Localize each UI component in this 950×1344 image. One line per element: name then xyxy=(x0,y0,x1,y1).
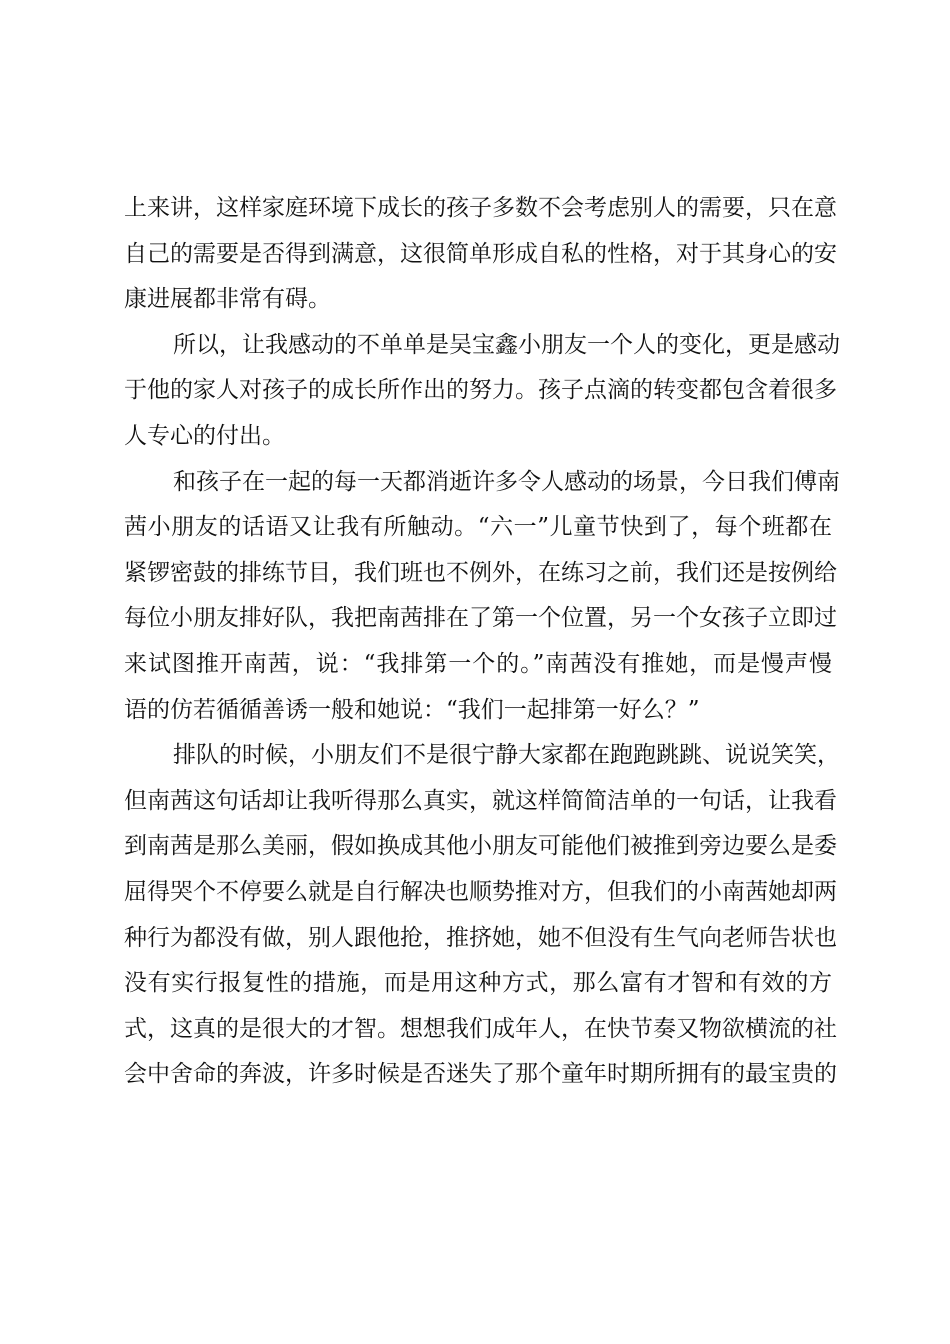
text-line: 每位小朋友排好队，我把南茜排在了第一个位置，另一个女孩子立即过 xyxy=(124,605,837,632)
paragraph xyxy=(124,323,840,460)
text-line: 茜小朋友的话语又让我有所触动。“六一”儿童节快到了，每个班都在 xyxy=(124,514,832,541)
text-line: 没有实行报复性的措施，而是用这种方式，那么富有才智和有效的方 xyxy=(124,970,832,997)
text-line: 排队的时候，小朋友们不是很宁静大家都在跑跑跳跳、说说笑笑， xyxy=(173,742,840,769)
text-line: 上来讲，这样家庭环境下成长的孩子多数不会考虑别人的需要，只在意 xyxy=(124,195,837,221)
text-line: 来试图推开南茜，说：“我排第一个的。”南茜没有推她，而是慢声慢 xyxy=(124,650,832,677)
text-line: 自己的需要是否得到满意，这很简单形成自私的性格，对于其身心的安 xyxy=(124,240,837,267)
text-line: 和孩子在一起的每一天都消逝许多令人感动的场景，今日我们傅南 xyxy=(173,468,840,495)
text-line: 紧锣密鼓的排练节目，我们班也不例外，在练习之前，我们还是按例给 xyxy=(124,559,837,586)
text-line: 语的仿若循循善诱一般和她说：“我们一起排第一好么？” xyxy=(124,696,700,723)
text-line: 式，这真的是很大的才智。想想我们成年人，在快节奏又物欲横流的社 xyxy=(124,1015,837,1042)
text-line: 屈得哭个不停要么就是自行解决也顺势推对方，但我们的小南茜她却两 xyxy=(124,878,837,905)
text-line: 种行为都没有做，别人跟他抢，推挤她，她不但没有生气向老师告状也 xyxy=(124,924,837,951)
body-text xyxy=(124,186,840,1098)
text-line: 但南茜这句话却让我听得那么真实，就这样简简洁单的一句话，让我看 xyxy=(124,787,837,814)
paragraph xyxy=(124,460,840,734)
paragraph xyxy=(124,186,837,323)
paragraph xyxy=(124,733,840,1098)
text-line: 会中舍命的奔波，许多时候是否迷失了那个童年时期所拥有的最宝贵的 xyxy=(124,1061,837,1088)
text-line: 到南茜是那么美丽，假如换成其他小朋友可能他们被推到旁边要么是委 xyxy=(124,833,837,860)
text-line: 人专心的付出。 xyxy=(124,422,285,449)
text-line: 康进展都非常有碍。 xyxy=(124,286,331,313)
text-line: 所以，让我感动的不单单是吴宝鑫小朋友一个人的变化，更是感动 xyxy=(173,331,840,358)
text-line: 于他的家人对孩子的成长所作出的努力。孩子点滴的转变都包含着很多 xyxy=(124,377,837,404)
